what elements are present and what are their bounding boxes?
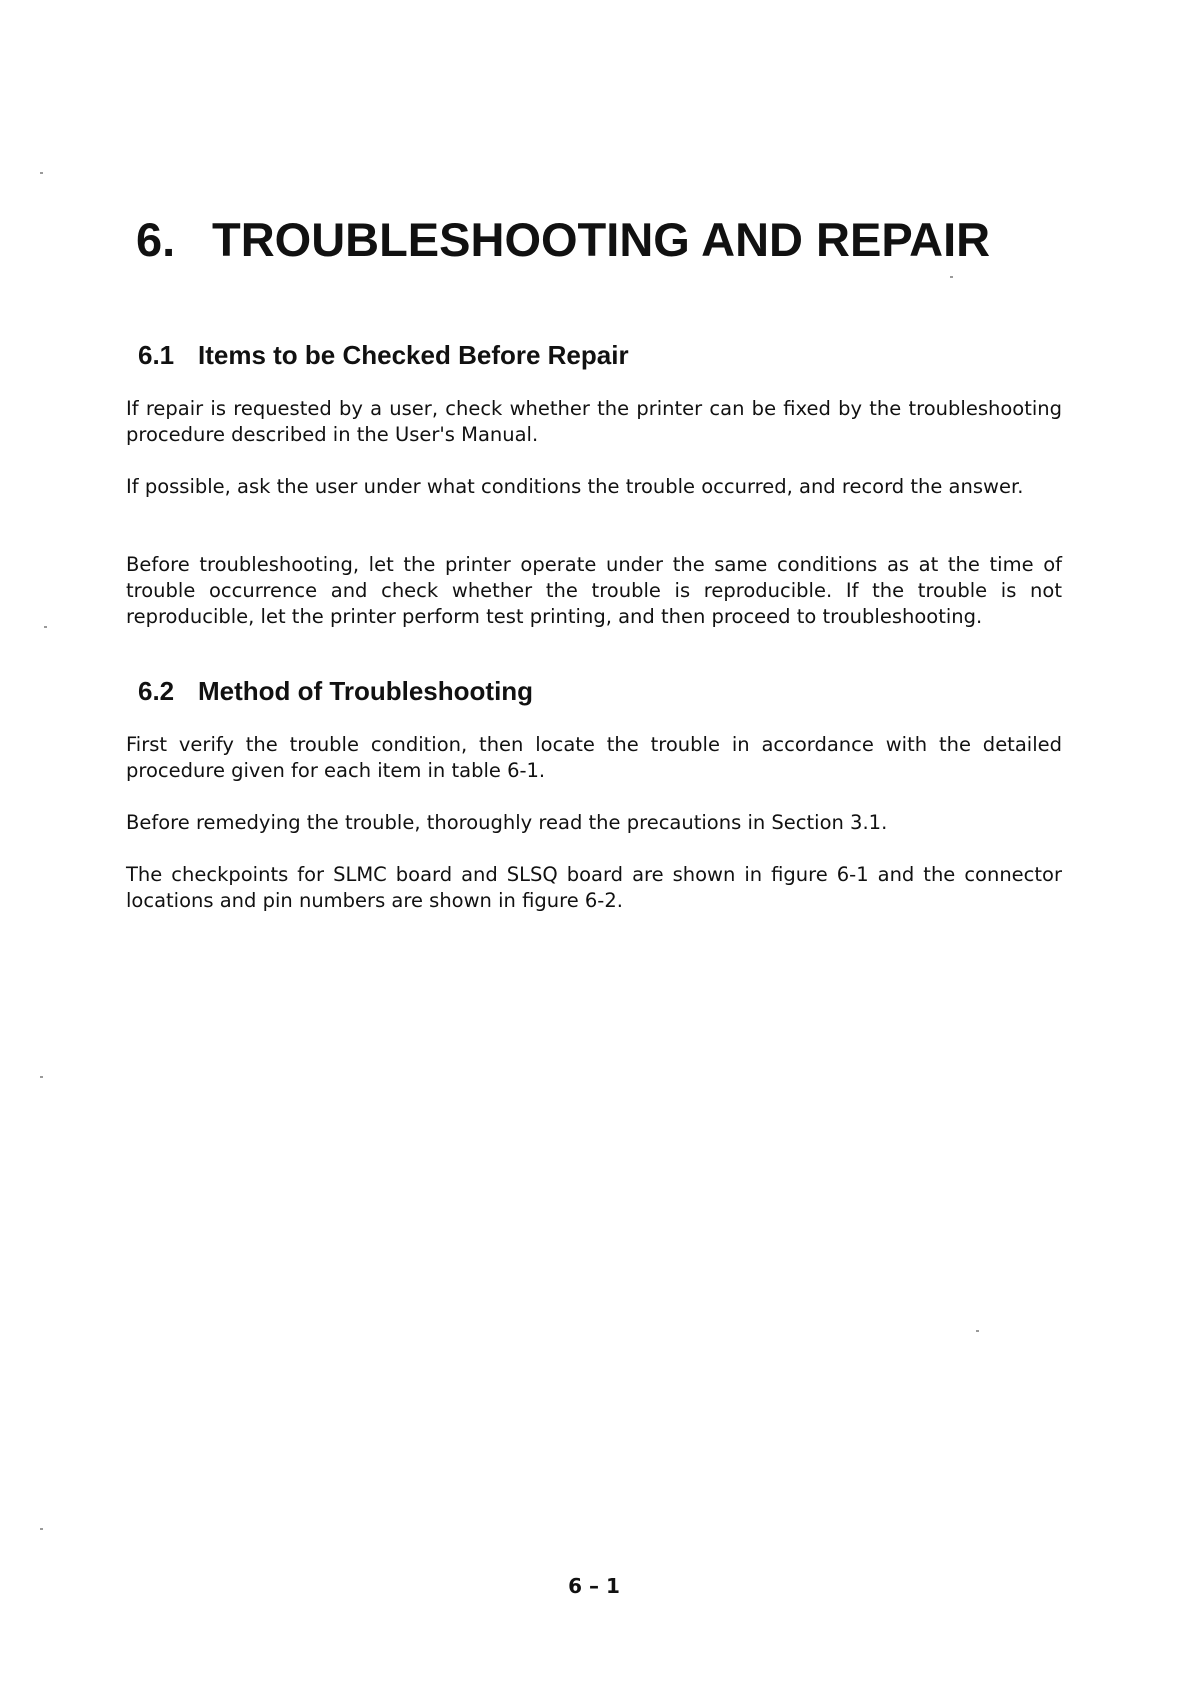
section-number: 6.1 [138, 340, 175, 370]
scan-speck [40, 172, 43, 174]
section-heading-6-2 [138, 676, 533, 707]
chapter-title-text: TROUBLESHOOTING AND REPAIR [212, 213, 991, 266]
paragraph: First verify the trouble condition, then locate the trouble in accordance with the detailed procedure given for each item in table 6-1. [126, 733, 1062, 782]
chapter-number: 6. [136, 213, 176, 266]
scan-speck [40, 1076, 43, 1078]
chapter-title [136, 212, 990, 267]
section-title: Method of Troubleshooting [198, 676, 534, 706]
section-number: 6.2 [138, 676, 175, 706]
section-title: Items to be Checked Before Repair [198, 340, 629, 370]
paragraph: The checkpoints for SLMC board and SLSQ board are shown in figure 6-1 and the connector locations and pin numbers are shown in figure 6-2. [126, 863, 1062, 912]
paragraph: If repair is requested by a user, check whether the printer can be fixed by the troubleshooting procedure described in the User's Manual. [126, 397, 1062, 446]
scan-speck [976, 1330, 979, 1332]
scan-speck [44, 626, 47, 628]
page-number: 6 – 1 [568, 1574, 620, 1598]
paragraph: Before remedying the trouble, thoroughly read the precautions in Section 3.1. [126, 811, 888, 834]
paragraph: If possible, ask the user under what conditions the trouble occurred, and record the answer. [126, 475, 1024, 498]
scan-speck [40, 1528, 43, 1530]
section-heading-6-1 [138, 340, 629, 371]
paragraph: Before troubleshooting, let the printer operate under the same conditions as at the time of trouble occurrence and check whether the trouble is reproducible. If the trouble is not reproducible, let the printer perform test printing, and then proceed to troubleshooting. [126, 553, 1062, 628]
scan-speck [950, 276, 953, 278]
